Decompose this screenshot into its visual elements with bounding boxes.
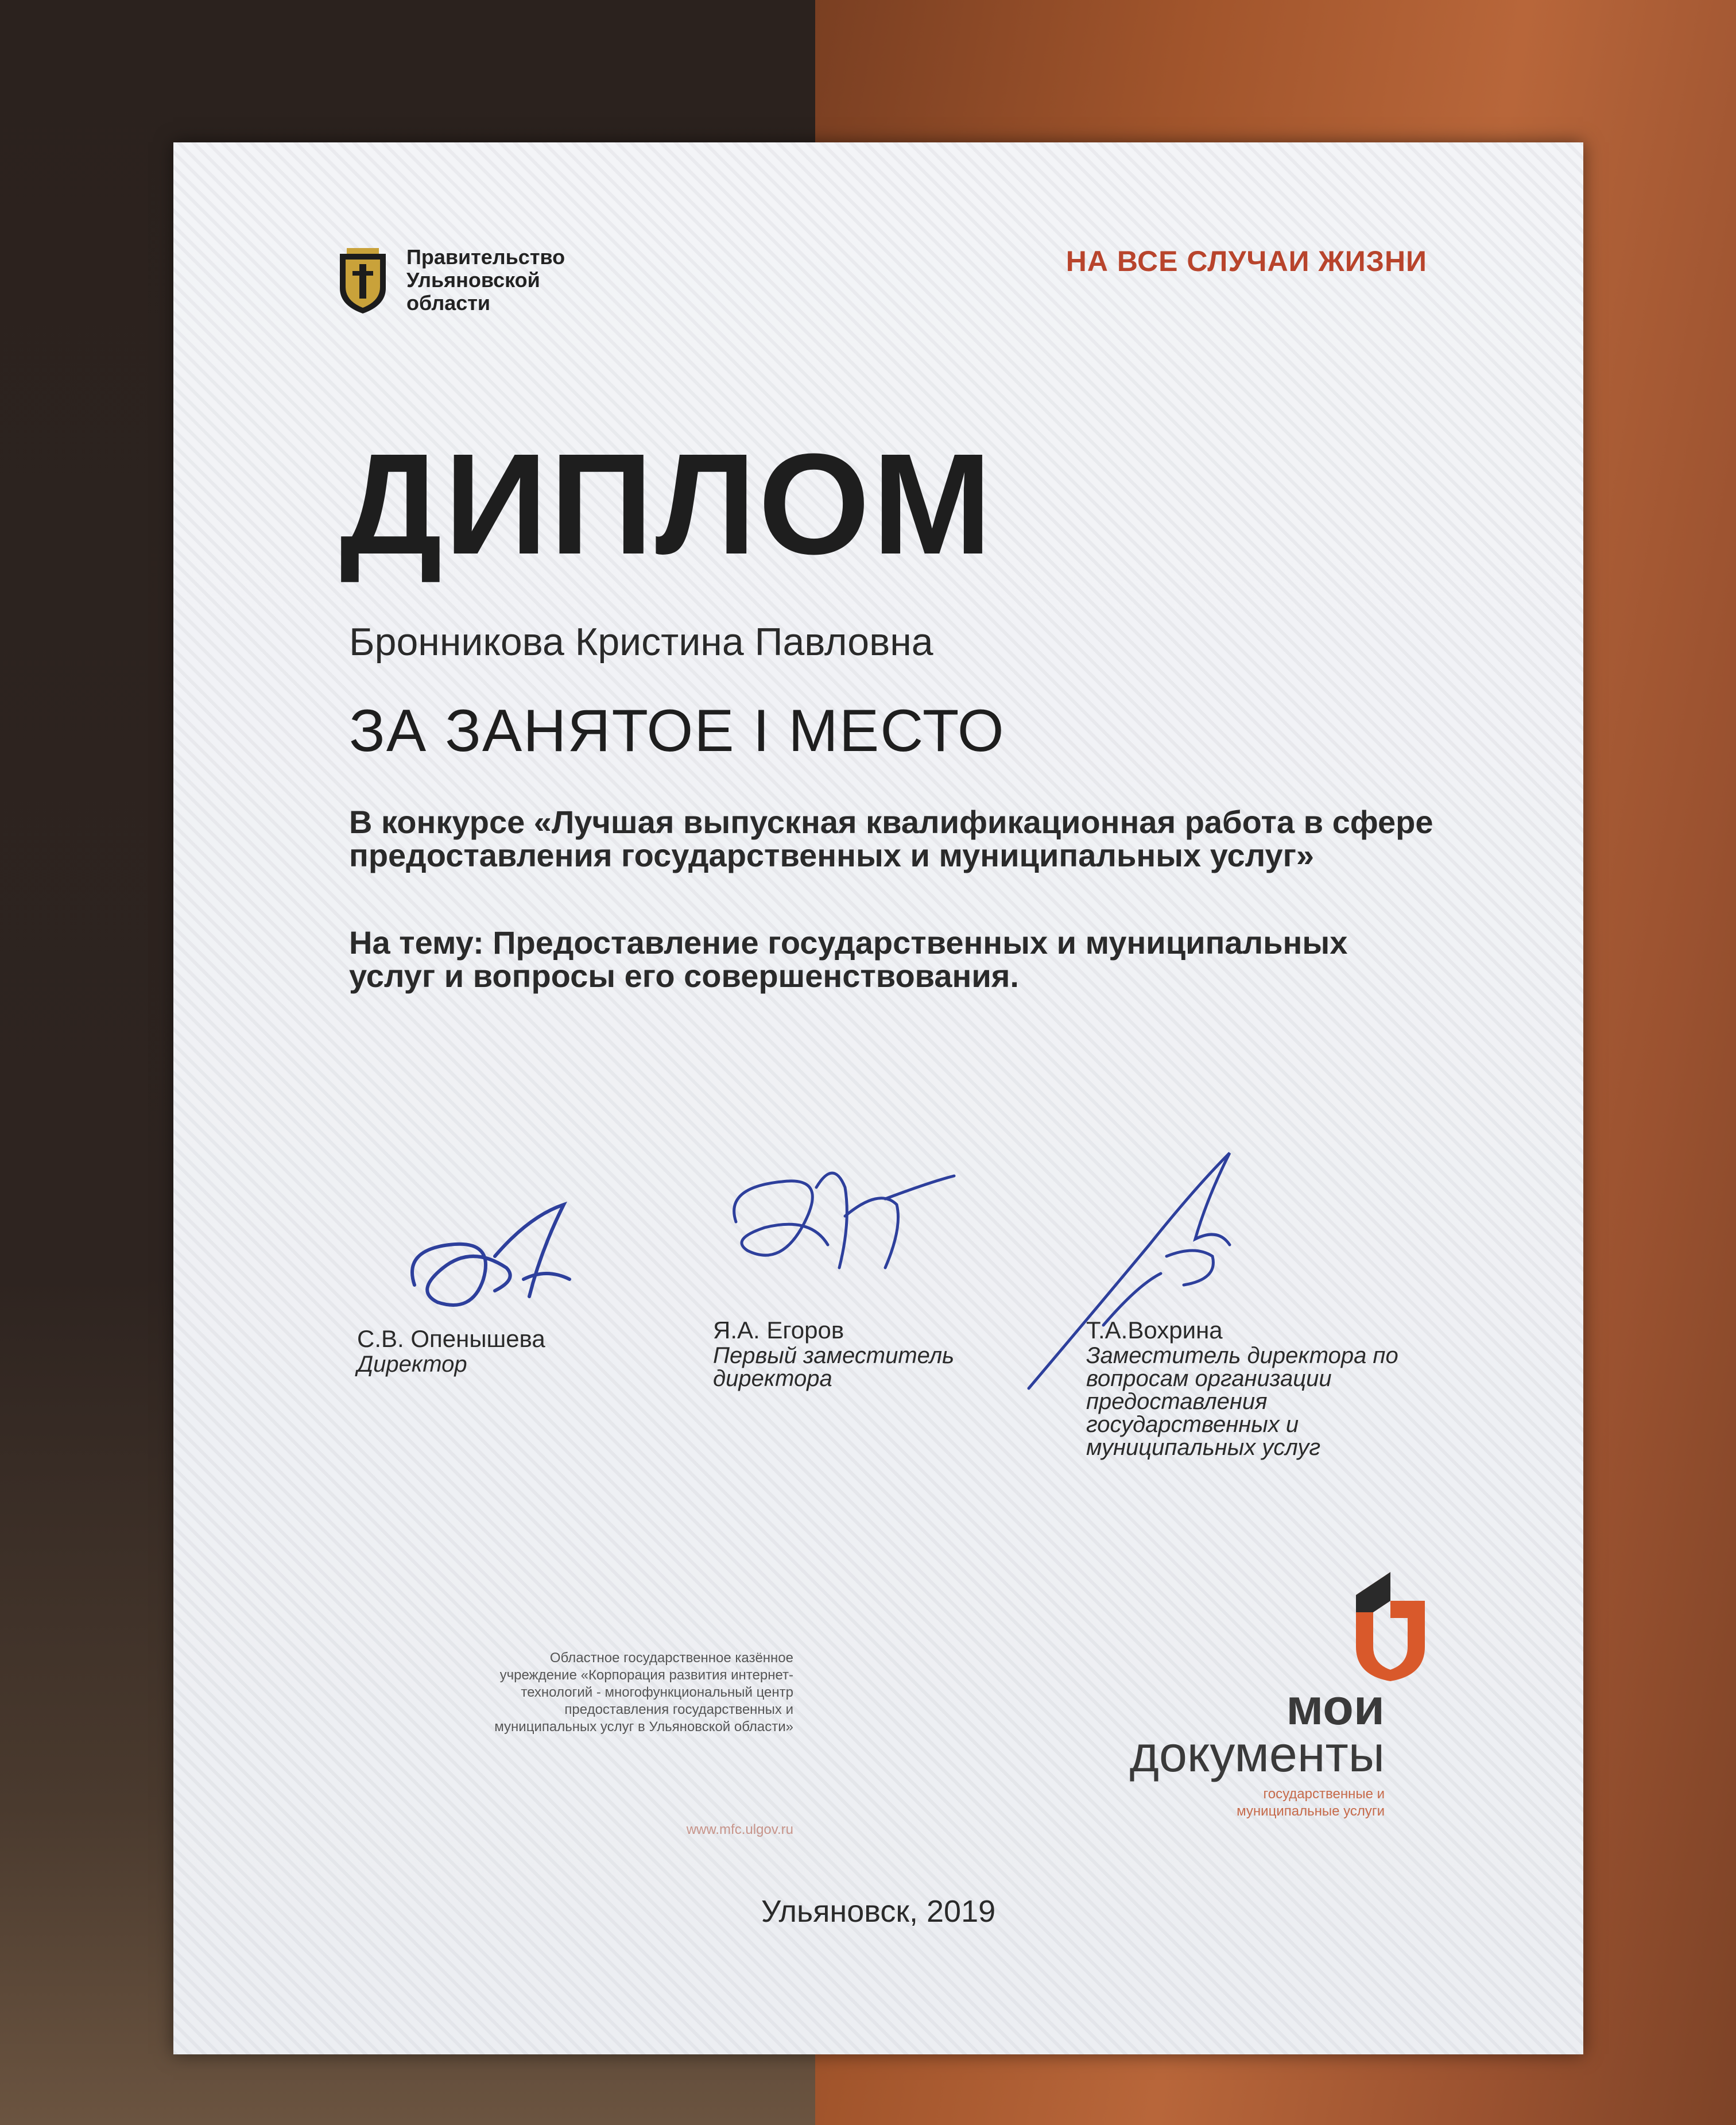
signatory-first-deputy <box>713 1317 1115 1390</box>
diploma-title: ДИПЛОМ <box>340 424 994 584</box>
government-name: Правительство Ульяновской области <box>406 245 565 315</box>
organization-name: Областное государственное казённое учреждение «Корпорация развития интернет-технологий - многофункциональный центр предоставления государственных и муниципальных услуг в Ульяновской области» <box>494 1650 793 1735</box>
signatory-role: Директор <box>357 1352 467 1377</box>
brand-line-1: мои <box>1286 1678 1385 1735</box>
my-documents-icon <box>1344 1566 1436 1681</box>
contest-description: В конкурсе «Лучшая выпускная квалификационная работа в сфере предоставления государственных и муниципальных услуг» <box>349 804 1433 873</box>
signatory-name: С.В. Опенышева <box>357 1325 545 1352</box>
coat-of-arms-icon <box>335 248 390 316</box>
brand-line-2: документы <box>1129 1725 1385 1782</box>
signature-2-icon <box>713 1153 1034 1314</box>
signatory-name: Т.А.Вохрина <box>1086 1317 1223 1344</box>
slogan: НА ВСЕ СЛУЧАИ ЖИЗНИ <box>1065 245 1427 277</box>
thesis-topic: На тему: Предоставление государственных и муниципальных услуг и вопросы его совершенствования. <box>349 924 1348 994</box>
signatory-director <box>357 1325 702 1376</box>
signatory-role: Первый заместитель директора <box>713 1343 955 1391</box>
signatory-name: Я.А. Егоров <box>713 1317 844 1344</box>
award-place: ЗА ЗАНЯТОЕ I МЕСТО <box>349 698 1005 764</box>
signatory-role: Заместитель директора по вопросам организации предоставления государственных и муниципальных услуг <box>1086 1343 1398 1460</box>
recipient-name: Бронникова Кристина Павловна <box>349 620 933 664</box>
city-year: Ульяновск, 2019 <box>761 1894 996 1929</box>
signatory-deputy <box>1086 1317 1488 1459</box>
my-documents-logo <box>1034 1566 1494 1853</box>
signature-1-icon <box>380 1182 598 1342</box>
website-link: www.mfc.ulgov.ru <box>686 1822 793 1837</box>
diploma-sheet <box>173 142 1583 2054</box>
government-logo <box>335 241 668 333</box>
brand-subtitle: государственные и муниципальные услуги <box>1237 1786 1385 1819</box>
